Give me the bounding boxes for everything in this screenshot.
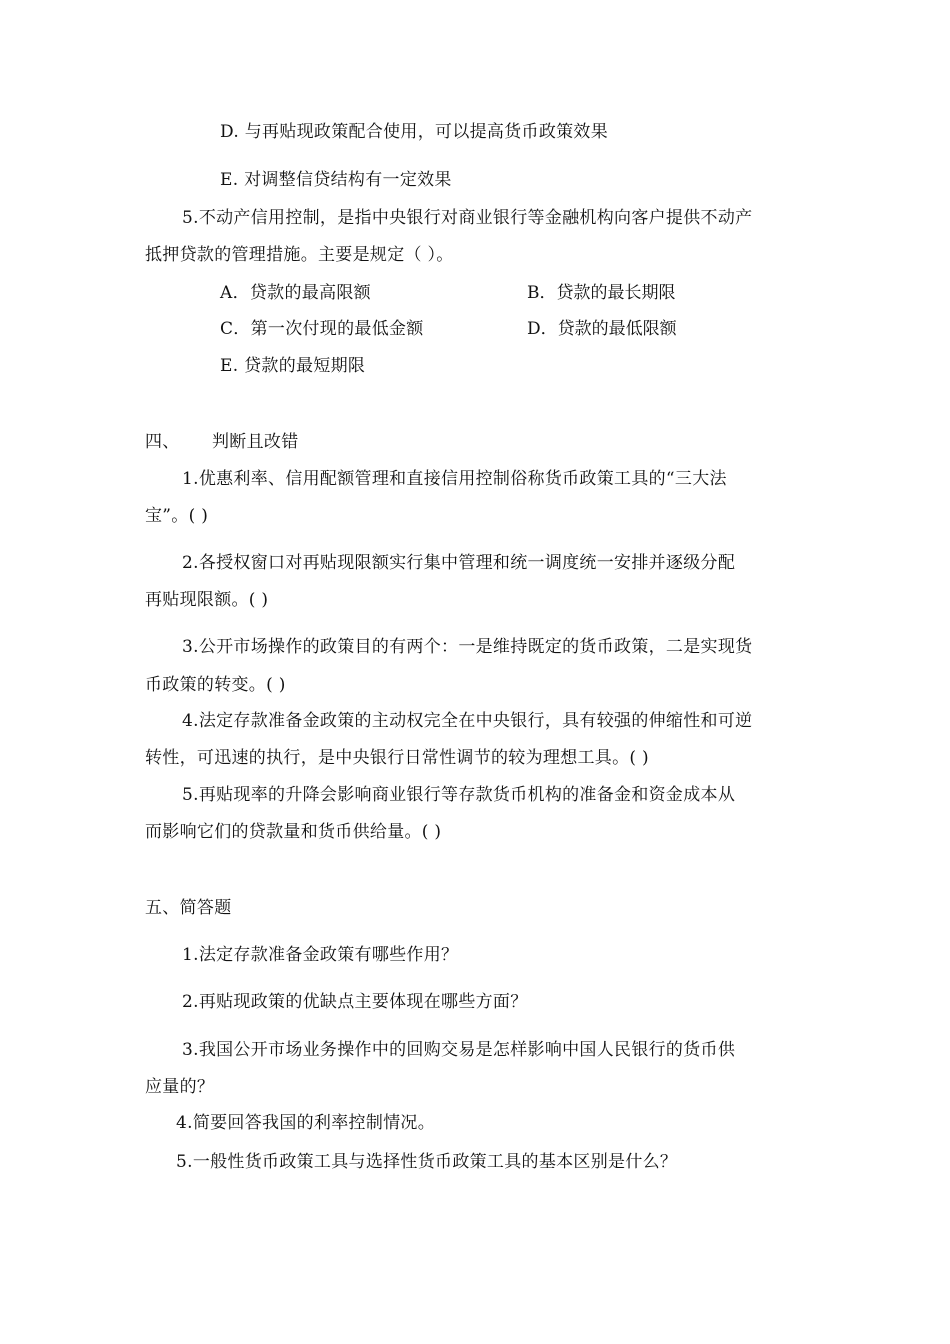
s4-item4-line2: 转性，可迅速的执行，是中央银行日常性调节的较为理想工具。( ) xyxy=(145,748,649,768)
s4-item1-line1: 1.优惠利率、信用配额管理和直接信用控制俗称货币政策工具的“三大法 xyxy=(182,469,727,489)
q5-option-d: D．贷款的最低限额 xyxy=(527,319,677,339)
s4-item1-line2: 宝”。( ) xyxy=(145,506,209,526)
s5-q1: 1.法定存款准备金政策有哪些作用？ xyxy=(182,945,459,965)
s4-item2-line1: 2.各授权窗口对再贴现限额实行集中管理和统一调度统一安排并逐级分配 xyxy=(182,553,736,573)
q5-stem-line2: 抵押贷款的管理措施。主要是规定（ ）。 xyxy=(145,245,454,265)
q5-option-b: B．贷款的最长期限 xyxy=(527,283,676,303)
section5-title: 五、简答题 xyxy=(145,898,232,918)
s5-q5: 5.一般性货币政策工具与选择性货币政策工具的基本区别是什么？ xyxy=(176,1152,678,1172)
s4-item3-line1: 3.公开市场操作的政策目的有两个：一是维持既定的货币政策，二是实现货 xyxy=(182,637,753,657)
s4-item2-line2: 再贴现限额。( ) xyxy=(145,590,269,610)
q4-option-e: E. 对调整信贷结构有一定效果 xyxy=(220,170,452,190)
s5-q3-line1: 3.我国公开市场业务操作中的回购交易是怎样影响中国人民银行的货币供 xyxy=(182,1040,736,1060)
s5-q2: 2.再贴现政策的优缺点主要体现在哪些方面？ xyxy=(182,992,528,1012)
q5-stem-line1: 5.不动产信用控制，是指中央银行对商业银行等金融机构向客户提供不动产 xyxy=(182,208,753,228)
q5-option-e: E. 贷款的最短期限 xyxy=(220,356,366,376)
q4-option-d: D. 与再贴现政策配合使用，可以提高货币政策效果 xyxy=(220,122,609,142)
s4-item3-line2: 币政策的转变。( ) xyxy=(145,675,286,695)
s5-q4: 4.简要回答我国的利率控制情况。 xyxy=(176,1113,436,1133)
s5-q3-line2: 应量的？ xyxy=(145,1077,215,1097)
section4-title: 判断且改错 xyxy=(212,432,299,452)
section4-number: 四、 xyxy=(145,432,180,452)
s4-item4-line1: 4.法定存款准备金政策的主动权完全在中央银行，具有较强的伸缩性和可逆 xyxy=(182,711,753,731)
s4-item5-line2: 而影响它们的贷款量和货币供给量。( ) xyxy=(145,822,442,842)
s4-item5-line1: 5.再贴现率的升降会影响商业银行等存款货币机构的准备金和资金成本从 xyxy=(182,785,736,805)
q5-option-a: A．贷款的最高限额 xyxy=(220,283,371,303)
q5-option-c: C．第一次付现的最低金额 xyxy=(220,319,424,339)
